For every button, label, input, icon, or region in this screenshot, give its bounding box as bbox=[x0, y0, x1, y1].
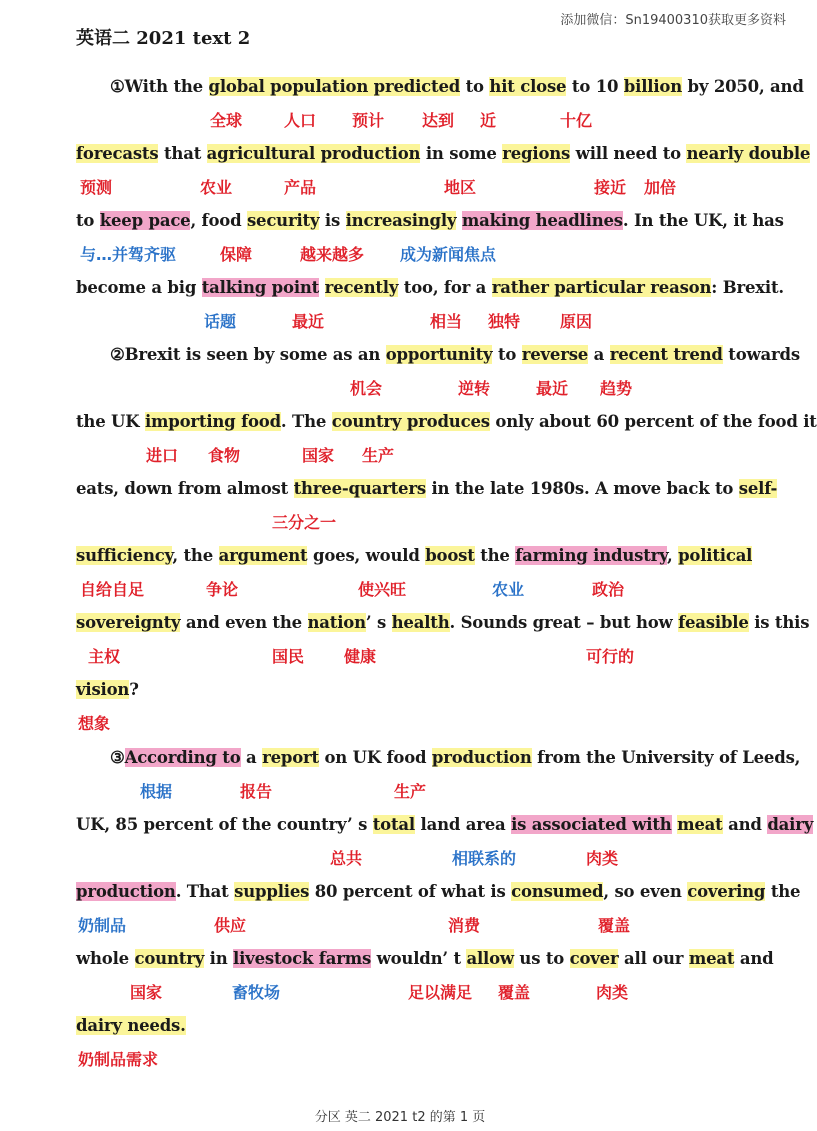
text-line bbox=[110, 72, 804, 102]
chinese-annotation: 想象 bbox=[78, 714, 111, 733]
chinese-annotation: 成为新闻焦点 bbox=[400, 245, 497, 264]
text-segment: from the University of Leeds, bbox=[531, 748, 801, 767]
text-segment: that bbox=[158, 144, 207, 163]
highlighted-phrase: opportunity bbox=[385, 345, 493, 364]
text-line bbox=[76, 944, 774, 974]
chinese-annotation: 农业 bbox=[492, 580, 525, 599]
text-segment: the bbox=[765, 882, 801, 901]
chinese-annotation: 主权 bbox=[88, 647, 121, 666]
highlighted-phrase: cover bbox=[569, 949, 619, 968]
text-segment: ③ bbox=[110, 748, 125, 767]
chinese-annotation: 逆转 bbox=[458, 379, 491, 398]
chinese-annotation: 报告 bbox=[240, 782, 273, 801]
text-segment: us to bbox=[513, 949, 570, 968]
chinese-annotation: 争论 bbox=[206, 580, 239, 599]
chinese-annotation: 生产 bbox=[362, 446, 395, 465]
chinese-annotation: 保障 bbox=[220, 245, 253, 264]
text-segment: and bbox=[722, 815, 768, 834]
chinese-annotation: 总共 bbox=[330, 849, 363, 868]
highlighted-phrase: production bbox=[76, 882, 176, 901]
highlighted-phrase: health bbox=[391, 613, 450, 632]
highlighted-phrase: sovereignty bbox=[76, 613, 181, 632]
chinese-annotation: 国民 bbox=[272, 647, 305, 666]
highlighted-phrase: According to bbox=[124, 748, 241, 767]
chinese-annotation: 三分之一 bbox=[272, 513, 337, 532]
highlighted-phrase: vision bbox=[76, 680, 130, 699]
chinese-annotation: 相联系的 bbox=[452, 849, 517, 868]
chinese-annotation: 覆盖 bbox=[498, 983, 531, 1002]
highlighted-phrase: regions bbox=[502, 144, 571, 163]
highlighted-phrase: allow bbox=[466, 949, 514, 968]
text-segment: is bbox=[319, 211, 346, 230]
chinese-annotation: 趋势 bbox=[600, 379, 633, 398]
text-segment: too, for a bbox=[398, 278, 492, 297]
chinese-annotation: 足以满足 bbox=[408, 983, 473, 1002]
text-segment: 80 percent of what is bbox=[309, 882, 512, 901]
text-line bbox=[76, 273, 784, 303]
highlighted-phrase: forecasts bbox=[76, 144, 159, 163]
highlighted-phrase: dairy needs. bbox=[76, 1016, 186, 1035]
text-segment: wouldn’ t bbox=[371, 949, 467, 968]
highlighted-phrase: making headlines bbox=[461, 211, 623, 230]
text-segment: . The bbox=[280, 412, 332, 431]
highlighted-phrase: country bbox=[134, 949, 205, 968]
highlighted-phrase: supplies bbox=[234, 882, 310, 901]
text-segment: ②Brexit is seen by some as an bbox=[110, 345, 386, 364]
chinese-annotation: 最近 bbox=[536, 379, 569, 398]
text-segment: , the bbox=[172, 546, 219, 565]
text-segment: all our bbox=[618, 949, 689, 968]
chinese-annotation: 政治 bbox=[592, 580, 625, 599]
text-segment: whole bbox=[76, 949, 135, 968]
chinese-annotation: 畜牧场 bbox=[232, 983, 281, 1002]
highlighted-phrase: sufficiency bbox=[76, 546, 173, 565]
text-segment: . Sounds great – but how bbox=[449, 613, 679, 632]
text-line bbox=[76, 139, 811, 169]
text-line bbox=[76, 206, 784, 236]
text-segment: and bbox=[734, 949, 774, 968]
chinese-annotation: 原因 bbox=[560, 312, 593, 331]
highlighted-phrase: importing food bbox=[144, 412, 281, 431]
chinese-annotation: 全球 bbox=[210, 111, 243, 130]
text-segment: a bbox=[588, 345, 610, 364]
text-segment bbox=[319, 278, 325, 297]
text-segment: to bbox=[492, 345, 522, 364]
chinese-annotation: 达到 bbox=[422, 111, 455, 130]
highlighted-phrase: consumed bbox=[511, 882, 604, 901]
chinese-annotation: 独特 bbox=[488, 312, 521, 331]
text-line bbox=[76, 877, 801, 907]
text-segment: and even the bbox=[180, 613, 308, 632]
chinese-annotation: 最近 bbox=[292, 312, 325, 331]
highlighted-phrase: meat bbox=[677, 815, 723, 834]
highlighted-phrase: rather particular reason bbox=[491, 278, 712, 297]
highlighted-phrase: production bbox=[431, 748, 532, 767]
text-segment: by 2050, and bbox=[682, 77, 804, 96]
chinese-annotation: 接近 bbox=[594, 178, 627, 197]
chinese-annotation: 地区 bbox=[444, 178, 477, 197]
chinese-annotation: 可行的 bbox=[586, 647, 635, 666]
text-segment: eats, down from almost bbox=[76, 479, 294, 498]
text-segment: : Brexit. bbox=[711, 278, 784, 297]
highlighted-phrase: security bbox=[246, 211, 320, 230]
highlighted-phrase: farming industry bbox=[515, 546, 667, 565]
chinese-annotation: 肉类 bbox=[586, 849, 619, 868]
text-line bbox=[76, 474, 778, 504]
highlighted-phrase: nearly double bbox=[686, 144, 811, 163]
highlighted-phrase: livestock farms bbox=[233, 949, 372, 968]
chinese-annotation: 人口 bbox=[284, 111, 317, 130]
text-segment: ①With the bbox=[110, 77, 209, 96]
highlighted-phrase: increasingly bbox=[345, 211, 457, 230]
highlighted-phrase: recent trend bbox=[609, 345, 723, 364]
highlighted-phrase: keep pace bbox=[99, 211, 191, 230]
highlighted-phrase: argument bbox=[218, 546, 308, 565]
chinese-annotation: 健康 bbox=[344, 647, 377, 666]
highlighted-phrase: three-quarters bbox=[293, 479, 426, 498]
highlighted-phrase: country produces bbox=[331, 412, 490, 431]
chinese-annotation: 消费 bbox=[448, 916, 481, 935]
text-segment: ’ s bbox=[365, 613, 392, 632]
highlighted-phrase: agricultural production bbox=[206, 144, 421, 163]
text-line bbox=[110, 340, 800, 370]
highlighted-phrase: reverse bbox=[521, 345, 589, 364]
highlighted-phrase: talking point bbox=[201, 278, 320, 297]
chinese-annotation: 供应 bbox=[214, 916, 247, 935]
chinese-annotation: 越来越多 bbox=[300, 245, 365, 264]
text-segment: is this bbox=[748, 613, 810, 632]
highlighted-phrase: boost bbox=[425, 546, 475, 565]
highlighted-phrase: nation bbox=[307, 613, 366, 632]
highlighted-phrase: report bbox=[262, 748, 319, 767]
watermark-text: 添加微信：Sn19400310获取更多资料 bbox=[560, 13, 786, 28]
text-segment: , food bbox=[190, 211, 247, 230]
chinese-annotation: 与…并驾齐驱 bbox=[80, 245, 177, 264]
highlighted-phrase: billion bbox=[623, 77, 683, 96]
text-segment: will need to bbox=[570, 144, 687, 163]
text-segment: on UK food bbox=[318, 748, 432, 767]
text-segment: goes, would bbox=[307, 546, 426, 565]
chinese-annotation: 农业 bbox=[200, 178, 233, 197]
text-segment: become a big bbox=[76, 278, 202, 297]
chinese-annotation: 根据 bbox=[140, 782, 173, 801]
text-segment: to bbox=[460, 77, 490, 96]
highlighted-phrase: recently bbox=[324, 278, 399, 297]
highlighted-phrase: dairy bbox=[767, 815, 814, 834]
chinese-annotation: 食物 bbox=[208, 446, 241, 465]
text-segment: ? bbox=[129, 680, 139, 699]
text-line bbox=[76, 608, 810, 638]
chinese-annotation: 十亿 bbox=[560, 111, 593, 130]
page-footer: 分区 英二 2021 t2 的第 1 页 bbox=[314, 1110, 486, 1125]
highlighted-phrase: total bbox=[372, 815, 415, 834]
chinese-annotation: 自给自足 bbox=[80, 580, 145, 599]
text-segment: , so even bbox=[603, 882, 688, 901]
highlighted-phrase: covering bbox=[687, 882, 766, 901]
highlighted-phrase: feasible bbox=[678, 613, 749, 632]
highlighted-phrase: hit close bbox=[489, 77, 567, 96]
chinese-annotation: 国家 bbox=[130, 983, 163, 1002]
text-segment: only about 60 percent of the food it bbox=[489, 412, 817, 431]
text-segment: UK, 85 percent of the country’ s bbox=[76, 815, 373, 834]
text-segment: the bbox=[474, 546, 516, 565]
text-line bbox=[76, 810, 814, 840]
chinese-annotation: 产品 bbox=[284, 178, 317, 197]
chinese-annotation: 近 bbox=[480, 111, 497, 130]
text-line bbox=[110, 743, 801, 773]
chinese-annotation: 机会 bbox=[350, 379, 383, 398]
text-line bbox=[76, 1011, 706, 1041]
text-line bbox=[76, 541, 753, 571]
chinese-annotation: 奶制品 bbox=[78, 916, 127, 935]
highlighted-phrase: global population predicted bbox=[208, 77, 461, 96]
chinese-annotation: 生产 bbox=[394, 782, 427, 801]
text-line bbox=[76, 675, 706, 705]
text-segment: in bbox=[204, 949, 234, 968]
text-segment: . In the UK, it has bbox=[622, 211, 784, 230]
chinese-annotation: 使兴旺 bbox=[358, 580, 407, 599]
text-segment: land area bbox=[414, 815, 512, 834]
text-segment: to bbox=[76, 211, 100, 230]
highlighted-phrase: meat bbox=[688, 949, 735, 968]
chinese-annotation: 加倍 bbox=[644, 178, 677, 197]
highlighted-phrase: is associated with bbox=[511, 815, 672, 834]
text-segment: the UK bbox=[76, 412, 145, 431]
text-segment: to 10 bbox=[566, 77, 624, 96]
chinese-annotation: 肉类 bbox=[596, 983, 629, 1002]
chinese-annotation: 预测 bbox=[80, 178, 113, 197]
chinese-annotation: 进口 bbox=[146, 446, 179, 465]
text-segment: , bbox=[666, 546, 679, 565]
chinese-annotation: 国家 bbox=[302, 446, 335, 465]
highlighted-phrase: self- bbox=[738, 479, 778, 498]
page-title: 英语二 2021 text 2 bbox=[76, 28, 251, 49]
chinese-annotation: 相当 bbox=[430, 312, 463, 331]
text-line bbox=[76, 407, 817, 437]
text-segment: a bbox=[240, 748, 263, 767]
chinese-annotation: 话题 bbox=[204, 312, 237, 331]
chinese-annotation: 预计 bbox=[352, 111, 385, 130]
text-segment: in some bbox=[420, 144, 503, 163]
text-segment: in the late 1980s. A move back to bbox=[425, 479, 739, 498]
text-segment: towards bbox=[722, 345, 800, 364]
highlighted-phrase: political bbox=[678, 546, 753, 565]
chinese-annotation: 覆盖 bbox=[598, 916, 631, 935]
text-segment: . That bbox=[175, 882, 235, 901]
chinese-annotation: 奶制品需求 bbox=[78, 1050, 159, 1069]
